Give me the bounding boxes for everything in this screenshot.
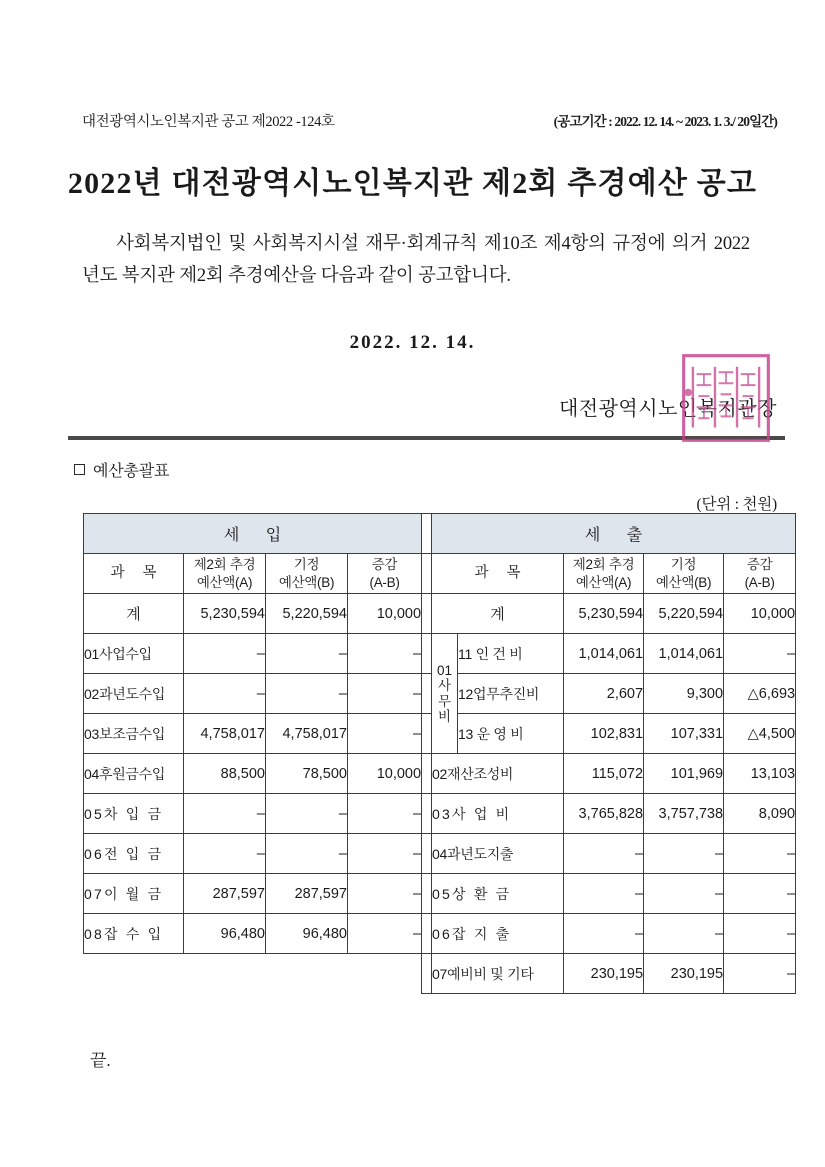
table-group-header-row [84, 514, 796, 554]
revenue-row-diff: – [348, 834, 422, 874]
revenue-row-label: 07이 월 금 [84, 874, 184, 914]
table-row [84, 954, 796, 994]
table-row [84, 794, 796, 834]
col-header-revenue-account: 과 목 [84, 554, 184, 594]
section-heading [74, 458, 169, 481]
expenditure-row-amount-a: – [564, 914, 644, 954]
document-number: 대전광역시노인복지관 공고 제2022 -124호 [82, 114, 335, 130]
budget-summary-table [83, 513, 796, 994]
expenditure-row-label: 06잡 지 출 [432, 914, 564, 954]
col-header-revenue-amount-b [266, 554, 348, 594]
expenditure-row-diff: – [724, 874, 796, 914]
expenditure-row-amount-a: 1,014,061 [564, 634, 644, 674]
col-header-expenditure-amount-a-line2: 예산액(A) [575, 574, 632, 590]
expenditure-group-vertical-label [432, 634, 458, 754]
expenditure-row-label: 04과년도지출 [432, 834, 564, 874]
expenditure-total-diff: 10,000 [724, 594, 796, 634]
table-half-gap [422, 834, 432, 874]
expenditure-group-label-char-1: 사 [438, 678, 452, 694]
revenue-row-amount-b: 96,480 [266, 914, 348, 954]
col-header-revenue-amount-b-line2: 예산액(B) [278, 574, 335, 590]
expenditure-row-amount-a: – [564, 834, 644, 874]
revenue-total-amount-b: 5,220,594 [266, 594, 348, 634]
expenditure-row-diff: – [724, 954, 796, 994]
expenditure-row-label: 11 인 건 비 [458, 634, 564, 674]
expenditure-row-amount-b: 1,014,061 [644, 634, 724, 674]
col-header-revenue-diff-line1: 증감 [371, 557, 398, 573]
expenditure-row-amount-b: – [644, 834, 724, 874]
table-half-gap [422, 714, 432, 754]
col-header-revenue-amount-a-line1: 제2회 추경 [193, 557, 256, 573]
expenditure-row-label: 12업무추진비 [458, 674, 564, 714]
col-header-revenue-amount-a-line2: 예산액(A) [196, 574, 253, 590]
revenue-row-diff: 10,000 [348, 754, 422, 794]
revenue-row-amount-b: 4,758,017 [266, 714, 348, 754]
revenue-row-amount-a: 287,597 [184, 874, 266, 914]
expenditure-row-amount-a: 230,195 [564, 954, 644, 994]
table-half-gap [422, 914, 432, 954]
table-row [84, 834, 796, 874]
expenditure-row-amount-a: 2,607 [564, 674, 644, 714]
document-header [82, 110, 777, 131]
table-row [84, 634, 796, 674]
table-half-gap [422, 514, 432, 554]
checkbox-square-icon [74, 464, 85, 475]
revenue-row-amount-b: – [266, 834, 348, 874]
revenue-row-amount-a: 96,480 [184, 914, 266, 954]
expenditure-group-label-char-3: 비 [438, 708, 452, 724]
unit-note: (단위 : 천원) [696, 496, 777, 513]
revenue-total-amount-a: 5,230,594 [184, 594, 266, 634]
signatory-title: 대전광역시노인복지관장 [558, 398, 777, 420]
table-column-header-row [84, 554, 796, 594]
revenue-row-amount-a: – [184, 834, 266, 874]
revenue-row-diff: – [348, 874, 422, 914]
revenue-row-amount-b: – [266, 634, 348, 674]
expenditure-row-amount-a: 3,765,828 [564, 794, 644, 834]
expenditure-row-label: 02재산조성비 [432, 754, 564, 794]
expenditure-total-amount-a: 5,230,594 [564, 594, 644, 634]
revenue-row-label: 06전 입 금 [84, 834, 184, 874]
col-header-expenditure-diff-line1: 증감 [746, 557, 773, 573]
expenditure-row-amount-b: 101,969 [644, 754, 724, 794]
revenue-row-diff: – [348, 714, 422, 754]
expenditure-row-diff: △4,500 [724, 714, 796, 754]
table-row [84, 754, 796, 794]
expenditure-row-amount-a: 102,831 [564, 714, 644, 754]
revenue-total-diff: 10,000 [348, 594, 422, 634]
col-header-expenditure-account: 과 목 [432, 554, 564, 594]
table-row [84, 874, 796, 914]
expenditure-row-amount-b: – [644, 914, 724, 954]
col-header-expenditure-amount-a [564, 554, 644, 594]
col-header-expenditure-diff-line2: (A-B) [744, 574, 775, 590]
col-header-revenue-amount-b-line1: 기정 [293, 557, 320, 573]
col-header-expenditure-amount-a-line1: 제2회 추경 [572, 557, 635, 573]
revenue-row-label: 01사업수입 [84, 634, 184, 674]
table-row-total [84, 594, 796, 634]
revenue-row-label: 02과년도수입 [84, 674, 184, 714]
revenue-row-diff: – [348, 914, 422, 954]
group-header-revenue: 세 입 [84, 514, 422, 554]
revenue-row-empty [84, 954, 184, 994]
table-half-gap [422, 874, 432, 914]
expenditure-row-diff: △6,693 [724, 674, 796, 714]
table-half-gap [422, 634, 432, 674]
expenditure-row-amount-a: 115,072 [564, 754, 644, 794]
expenditure-group-label-char-0: 01 [437, 663, 453, 679]
col-header-revenue-diff [348, 554, 422, 594]
expenditure-row-label: 03사 업 비 [432, 794, 564, 834]
expenditure-row-amount-a: – [564, 874, 644, 914]
revenue-row-empty [348, 954, 422, 994]
table-half-gap [422, 954, 432, 994]
table-row [84, 914, 796, 954]
notice-period: (공고기간 : 2022. 12. 14. ~ 2023. 1. 3./ 20일간) [553, 114, 777, 129]
table-half-gap [422, 674, 432, 714]
revenue-row-empty [266, 954, 348, 994]
col-header-expenditure-amount-b-line1: 기정 [670, 557, 697, 573]
revenue-row-amount-a: – [184, 794, 266, 834]
expenditure-row-diff: – [724, 914, 796, 954]
revenue-row-diff: – [348, 634, 422, 674]
expenditure-row-diff: – [724, 634, 796, 674]
expenditure-row-amount-b: – [644, 874, 724, 914]
revenue-row-label: 04후원금수입 [84, 754, 184, 794]
revenue-row-label: 05차 입 금 [84, 794, 184, 834]
expenditure-row-diff: – [724, 834, 796, 874]
expenditure-row-label: 13 운 영 비 [458, 714, 564, 754]
expenditure-row-amount-b: 9,300 [644, 674, 724, 714]
revenue-row-empty [184, 954, 266, 994]
end-mark: 끝. [90, 1051, 111, 1070]
col-header-revenue-diff-line2: (A-B) [369, 574, 400, 590]
expenditure-row-amount-b: 3,757,738 [644, 794, 724, 834]
expenditure-row-amount-b: 107,331 [644, 714, 724, 754]
revenue-row-diff: – [348, 674, 422, 714]
revenue-row-amount-b: 287,597 [266, 874, 348, 914]
col-header-expenditure-diff [724, 554, 796, 594]
expenditure-row-diff: 8,090 [724, 794, 796, 834]
revenue-row-label: 03보조금수입 [84, 714, 184, 754]
official-seal-stamp [678, 352, 774, 444]
section-heading-label: 예산총괄표 [93, 463, 170, 480]
table-half-gap [422, 594, 432, 634]
table-half-gap [422, 794, 432, 834]
expenditure-row-label: 07예비비 및 기타 [432, 954, 564, 994]
revenue-row-amount-a: 88,500 [184, 754, 266, 794]
col-header-revenue-amount-a [184, 554, 266, 594]
table-half-gap [422, 554, 432, 594]
revenue-row-amount-a: 4,758,017 [184, 714, 266, 754]
revenue-row-amount-b: 78,500 [266, 754, 348, 794]
expenditure-total-label: 계 [432, 594, 564, 634]
col-header-expenditure-amount-b [644, 554, 724, 594]
revenue-row-label: 08잡 수 입 [84, 914, 184, 954]
page-title: 2022년 대전광역시노인복지관 제2회 추경예산 공고 [67, 167, 758, 200]
expenditure-row-diff: 13,103 [724, 754, 796, 794]
expenditure-row-label: 05상 환 금 [432, 874, 564, 914]
expenditure-total-amount-b: 5,220,594 [644, 594, 724, 634]
revenue-row-amount-a: – [184, 634, 266, 674]
expenditure-row-amount-b: 230,195 [644, 954, 724, 994]
group-header-expenditure: 세 출 [432, 514, 796, 554]
revenue-row-amount-b: – [266, 674, 348, 714]
revenue-total-label: 계 [84, 594, 184, 634]
body-paragraph: 사회복지법인 및 사회복지시설 재무·회계규칙 제10조 제4항의 규정에 의거 2022년도 복지관 제2회 추경예산을 다음과 같이 공고합니다. [82, 234, 750, 287]
revenue-row-amount-b: – [266, 794, 348, 834]
table-half-gap [422, 754, 432, 794]
col-header-expenditure-amount-b-line2: 예산액(B) [655, 574, 712, 590]
announcement-date: 2022. 12. 14. [349, 332, 476, 353]
revenue-row-amount-a: – [184, 674, 266, 714]
expenditure-group-label-char-2: 무 [438, 693, 452, 709]
revenue-row-diff: – [348, 794, 422, 834]
